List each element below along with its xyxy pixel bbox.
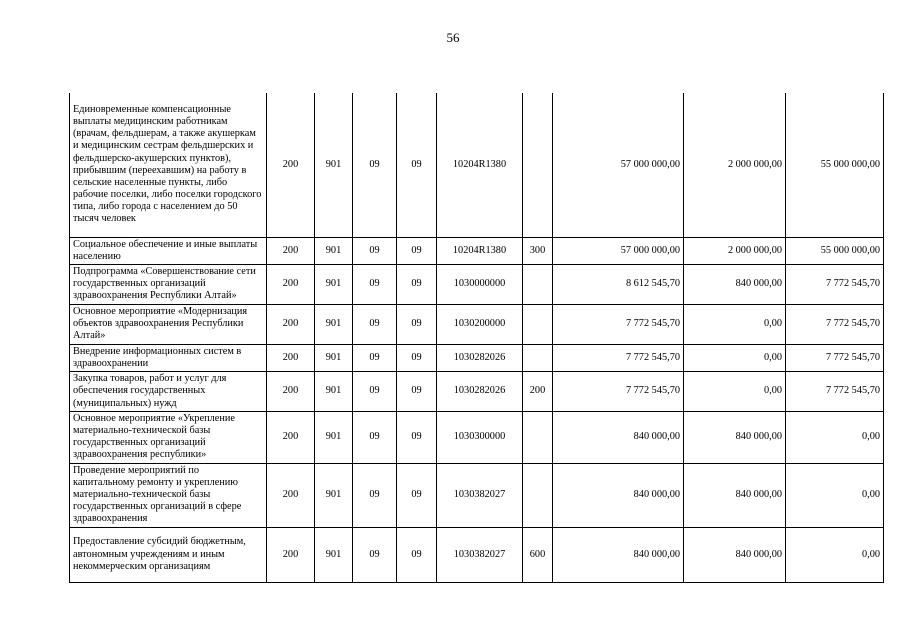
col2-cell: 901: [315, 412, 353, 464]
amount-3-cell: 7 772 545,70: [786, 344, 884, 371]
col4-cell: 09: [397, 412, 437, 464]
expense-type-cell: [523, 264, 553, 304]
col1-cell: 200: [267, 412, 315, 464]
page-number: 56: [446, 30, 460, 45]
table-row: [70, 304, 884, 344]
table-row: [70, 372, 884, 412]
col3-cell: 09: [353, 93, 397, 237]
col4-cell: 09: [397, 264, 437, 304]
col1-cell: 200: [267, 372, 315, 412]
amount-3-cell: 0,00: [786, 527, 884, 582]
col3-cell: 09: [353, 412, 397, 464]
target-code-cell: 1030282026: [437, 372, 523, 412]
expense-type-cell: 600: [523, 527, 553, 582]
amount-1-cell: 840 000,00: [553, 527, 684, 582]
table-row: [70, 463, 884, 527]
col4-cell: 09: [397, 463, 437, 527]
col3-cell: 09: [353, 237, 397, 264]
row-name-cell: Социальное обеспечение и иные выплаты населению: [70, 237, 267, 264]
col2-cell: 901: [315, 93, 353, 237]
expense-type-cell: [523, 412, 553, 464]
col3-cell: 09: [353, 527, 397, 582]
expense-type-cell: [523, 93, 553, 237]
row-name-cell: Закупка товаров, работ и услуг для обеспечения государственных (муниципальных) нужд: [70, 372, 267, 412]
amount-1-cell: 7 772 545,70: [553, 344, 684, 371]
row-name-cell: Основное мероприятие «Укрепление материально-технической базы государственных организаций здравоохранения республики»: [70, 412, 267, 464]
target-code-cell: 1030200000: [437, 304, 523, 344]
col4-cell: 09: [397, 344, 437, 371]
amount-3-cell: 55 000 000,00: [786, 237, 884, 264]
table-row: [70, 527, 884, 582]
expense-type-cell: [523, 344, 553, 371]
amount-1-cell: 7 772 545,70: [553, 304, 684, 344]
amount-2-cell: 840 000,00: [684, 463, 786, 527]
target-code-cell: 10204R1380: [437, 237, 523, 264]
col2-cell: 901: [315, 304, 353, 344]
target-code-cell: 1030300000: [437, 412, 523, 464]
col4-cell: 09: [397, 304, 437, 344]
col3-cell: 09: [353, 344, 397, 371]
row-name-cell: Подпрограмма «Совершенствование сети государственных организаций здравоохранения Республики Алтай»: [70, 264, 267, 304]
amount-2-cell: 0,00: [684, 344, 786, 371]
table-row: [70, 237, 884, 264]
table-row: [70, 412, 884, 464]
col2-cell: 901: [315, 463, 353, 527]
amount-1-cell: 57 000 000,00: [553, 93, 684, 237]
amount-2-cell: 2 000 000,00: [684, 93, 786, 237]
amount-2-cell: 840 000,00: [684, 412, 786, 464]
amount-3-cell: 7 772 545,70: [786, 264, 884, 304]
target-code-cell: 1030282026: [437, 344, 523, 371]
amount-1-cell: 840 000,00: [553, 412, 684, 464]
amount-3-cell: 55 000 000,00: [786, 93, 884, 237]
col2-cell: 901: [315, 344, 353, 371]
amount-3-cell: 0,00: [786, 412, 884, 464]
expense-type-cell: [523, 463, 553, 527]
amount-2-cell: 0,00: [684, 304, 786, 344]
amount-1-cell: 57 000 000,00: [553, 237, 684, 264]
amount-2-cell: 840 000,00: [684, 527, 786, 582]
amount-2-cell: 840 000,00: [684, 264, 786, 304]
amount-3-cell: 0,00: [786, 463, 884, 527]
target-code-cell: 1030382027: [437, 527, 523, 582]
amount-2-cell: 2 000 000,00: [684, 237, 786, 264]
col1-cell: 200: [267, 344, 315, 371]
col4-cell: 09: [397, 372, 437, 412]
table-row: [70, 344, 884, 371]
col4-cell: 09: [397, 237, 437, 264]
col4-cell: 09: [397, 93, 437, 237]
col1-cell: 200: [267, 463, 315, 527]
row-name-cell: Проведение мероприятий по капитальному ремонту и укреплению материально-технической базы государственных организаций в сфере здравоохранения: [70, 463, 267, 527]
amount-1-cell: 7 772 545,70: [553, 372, 684, 412]
target-code-cell: 10204R1380: [437, 93, 523, 237]
expense-type-cell: 300: [523, 237, 553, 264]
row-name-cell: Основное мероприятие «Модернизация объектов здравоохранения Республики Алтай»: [70, 304, 267, 344]
amount-2-cell: 0,00: [684, 372, 786, 412]
table-row: [70, 93, 884, 237]
amount-1-cell: 840 000,00: [553, 463, 684, 527]
row-name-cell: Единовременные компенсационные выплаты медицинским работникам (врачам, фельдшерам, а также акушеркам и медицинским сестрам фельдшерских и фельдшерско-акушерских пунктов), прибывшим (переехавшим) на работу в сельские населенные пункты, либо рабочие поселки, либо поселки городского типа, либо города с населением до 50 тысяч человек: [70, 93, 267, 237]
amount-1-cell: 8 612 545,70: [553, 264, 684, 304]
col2-cell: 901: [315, 264, 353, 304]
col1-cell: 200: [267, 237, 315, 264]
col2-cell: 901: [315, 527, 353, 582]
budget-table: [69, 93, 884, 583]
row-name-cell: Внедрение информационных систем в здравоохранении: [70, 344, 267, 371]
col1-cell: 200: [267, 93, 315, 237]
amount-3-cell: 7 772 545,70: [786, 304, 884, 344]
col3-cell: 09: [353, 463, 397, 527]
amount-3-cell: 7 772 545,70: [786, 372, 884, 412]
col3-cell: 09: [353, 372, 397, 412]
col2-cell: 901: [315, 372, 353, 412]
col1-cell: 200: [267, 527, 315, 582]
col1-cell: 200: [267, 304, 315, 344]
expense-type-cell: 200: [523, 372, 553, 412]
col1-cell: 200: [267, 264, 315, 304]
target-code-cell: 1030000000: [437, 264, 523, 304]
col3-cell: 09: [353, 264, 397, 304]
target-code-cell: 1030382027: [437, 463, 523, 527]
expense-type-cell: [523, 304, 553, 344]
col2-cell: 901: [315, 237, 353, 264]
col4-cell: 09: [397, 527, 437, 582]
row-name-cell: Предоставление субсидий бюджетным, автономным учреждениям и иным некоммерческим организациям: [70, 527, 267, 582]
table-row: [70, 264, 884, 304]
col3-cell: 09: [353, 304, 397, 344]
